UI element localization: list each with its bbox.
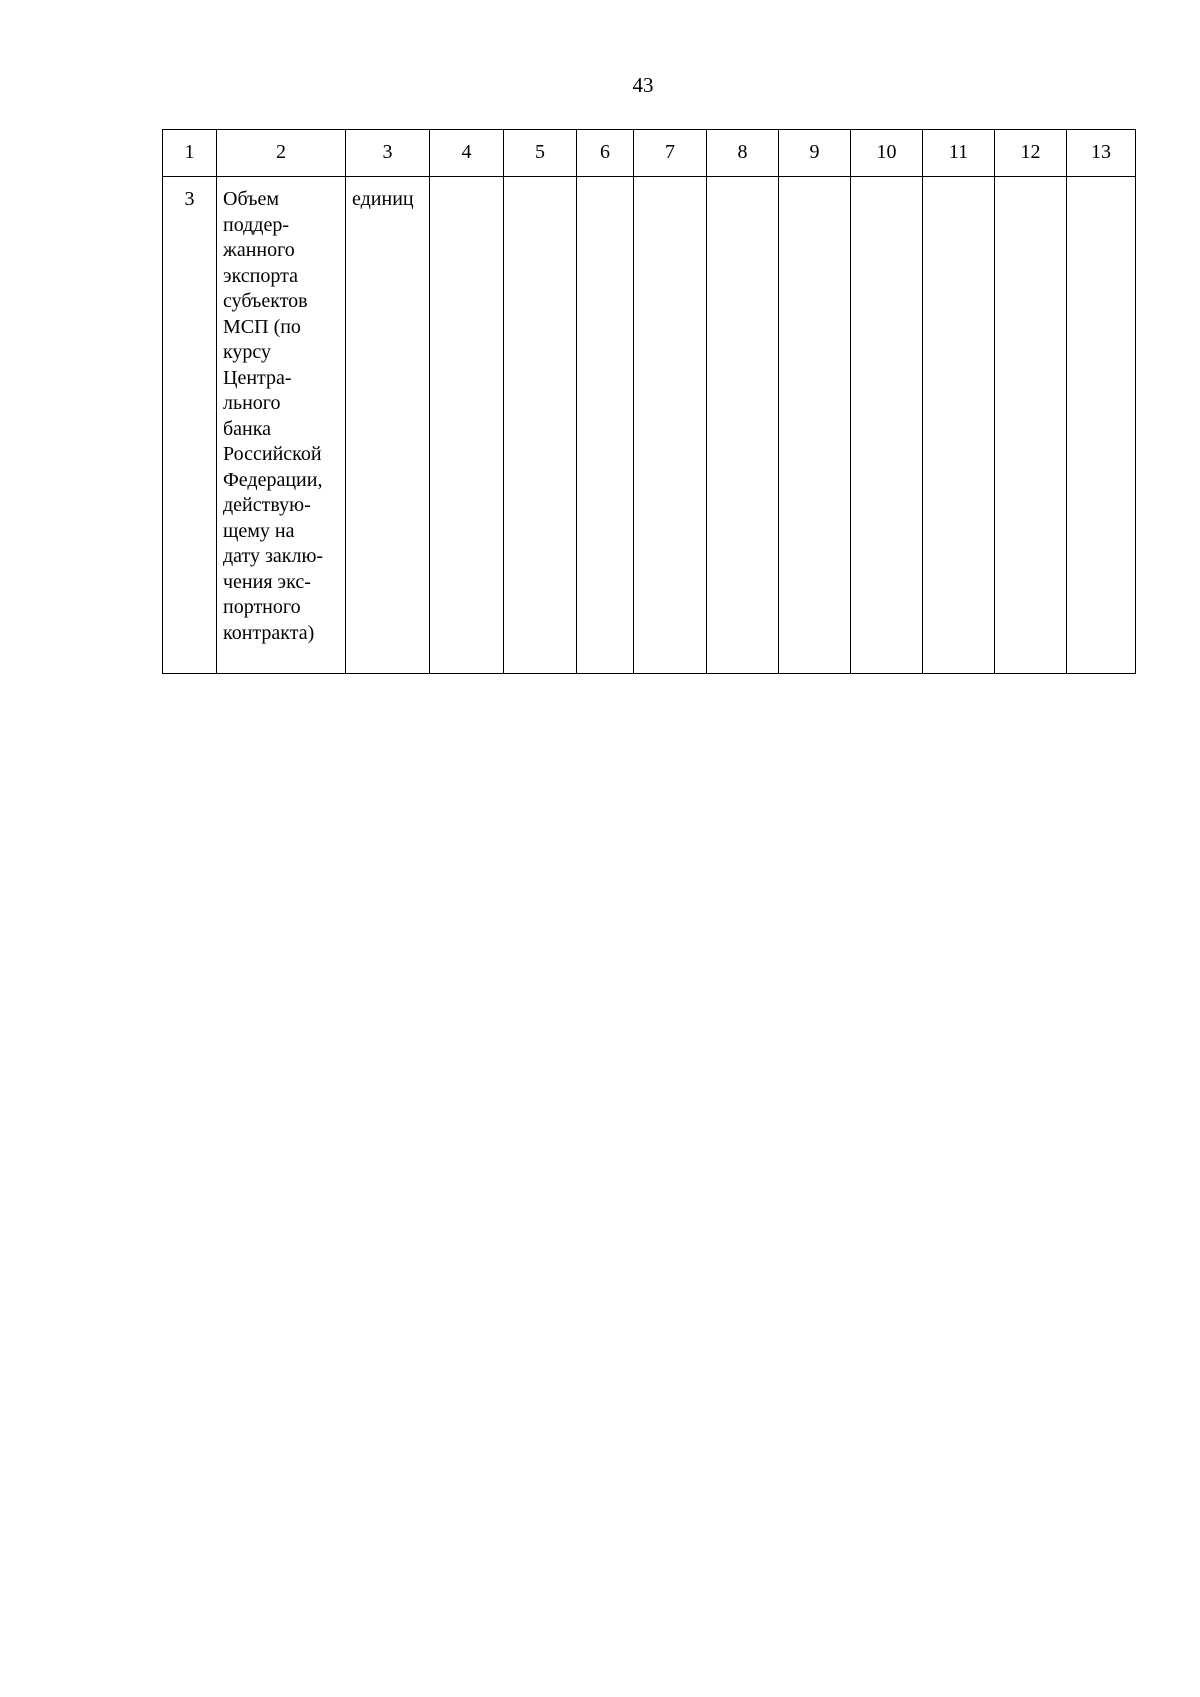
column-number-2: 2 (217, 130, 346, 177)
indicator-table (162, 129, 1136, 674)
column-number-12: 12 (995, 130, 1067, 177)
value-cell (995, 177, 1067, 674)
value-cell (779, 177, 851, 674)
value-cell (634, 177, 707, 674)
column-number-13: 13 (1067, 130, 1136, 177)
column-number-7: 7 (634, 130, 707, 177)
column-number-3: 3 (346, 130, 430, 177)
column-number-11: 11 (923, 130, 995, 177)
value-cell (707, 177, 779, 674)
value-cell (504, 177, 577, 674)
value-cell (430, 177, 504, 674)
unit-cell: единиц (346, 177, 430, 674)
column-number-6: 6 (577, 130, 634, 177)
column-number-1: 1 (163, 130, 217, 177)
value-cell (851, 177, 923, 674)
table-header-row (163, 130, 1136, 177)
column-number-4: 4 (430, 130, 504, 177)
column-number-9: 9 (779, 130, 851, 177)
table-row (163, 177, 1136, 674)
value-cell (1067, 177, 1136, 674)
value-cell (577, 177, 634, 674)
column-number-8: 8 (707, 130, 779, 177)
page-number: 43 (632, 73, 654, 97)
column-number-5: 5 (504, 130, 577, 177)
value-cell (923, 177, 995, 674)
row-number-cell: 3 (163, 177, 217, 674)
column-number-10: 10 (851, 130, 923, 177)
indicator-name-cell: Объем поддер- жанного экспорта субъектов МСП (по курсу Центра- льного банка Российской Федерации, действую- щему на дату заклю- чения экс- портного контракта) (217, 177, 346, 674)
